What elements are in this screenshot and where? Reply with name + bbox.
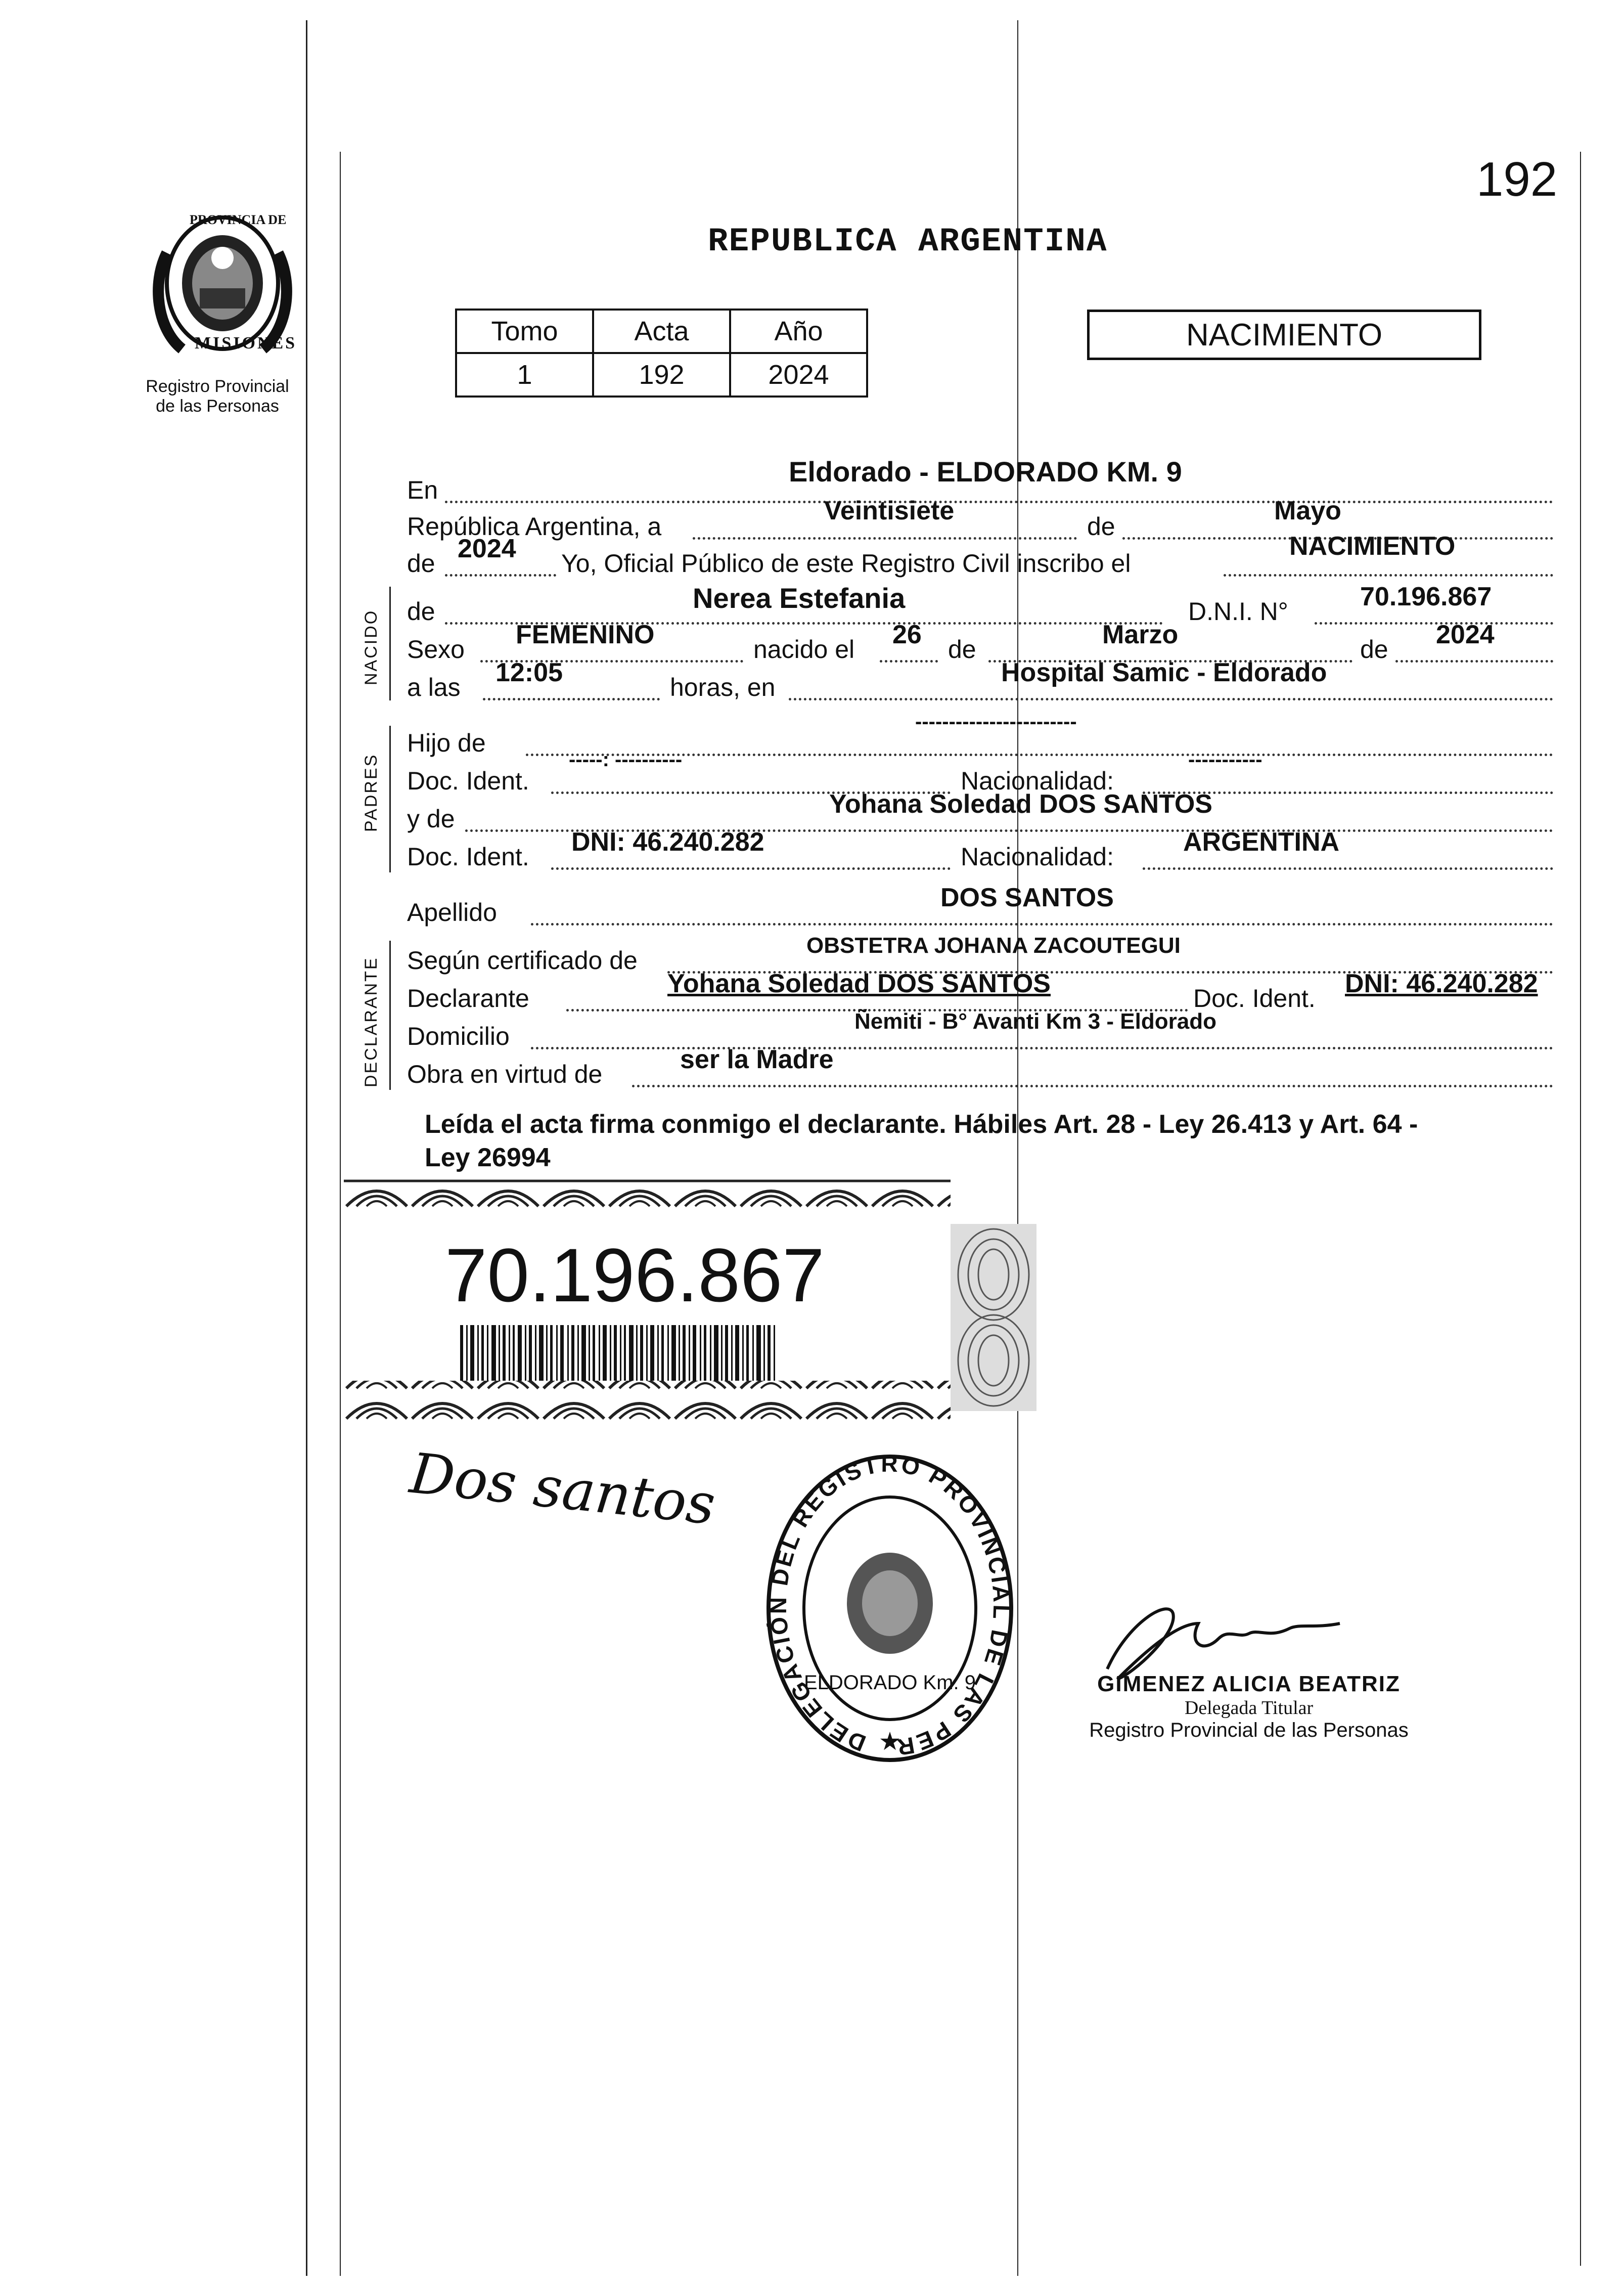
intro-year-value: 2024 [458, 534, 516, 563]
birth-month-value: Marzo [1102, 620, 1179, 649]
padres-bracket [389, 726, 391, 872]
dni-sticker [344, 1178, 951, 1431]
sexo-value: FEMENINO [516, 620, 655, 649]
logo-caption-line1: Registro Provincial [146, 377, 289, 396]
declarante-bracket [389, 941, 391, 1090]
record-header-acta: Acta [593, 310, 730, 353]
doc1-label: Doc. Ident. [407, 767, 529, 795]
record-header-anio: Año [730, 310, 867, 353]
registry-stamp [763, 1452, 1016, 1765]
doc2-dotline [551, 867, 951, 870]
birth-de3-label: de [1360, 635, 1388, 664]
intro-de2-label: de [407, 549, 435, 578]
birth-day-dotline [880, 660, 938, 663]
page-title: REPUBLICA ARGENTINA [708, 223, 1108, 260]
logo-caption-line2: de las Personas [156, 397, 279, 416]
official-block [1085, 1672, 1413, 1742]
sexo-label: Sexo [407, 635, 465, 664]
place-dotline [789, 698, 1553, 700]
record-value-tomo: 1 [456, 353, 593, 397]
event-dotline [1224, 574, 1553, 577]
right-edge-line [1580, 152, 1581, 2266]
year-dotline [445, 574, 556, 577]
barcode-icon [460, 1325, 784, 1381]
page-number: 192 [1476, 152, 1558, 206]
en-dotline [445, 501, 1553, 503]
record-table-header [456, 310, 867, 353]
birth-day-value: 26 [892, 620, 922, 649]
logo-text-bottom: MISIONES [195, 334, 297, 353]
document-type: NACIMIENTO [1186, 318, 1383, 353]
intro-de-label: de [1087, 512, 1115, 541]
en-label: En [407, 476, 438, 504]
stamp-inner-text: ELDORADO Km. 9 [803, 1672, 976, 1694]
obra-label: Obra en virtud de [407, 1060, 603, 1088]
section-label-declarante: DECLARANTE [362, 956, 381, 1087]
document-type-box [1087, 310, 1481, 360]
time-dotline [483, 698, 660, 700]
declarant-signature: Dos santos [407, 1440, 718, 1537]
logo-caption [129, 377, 306, 416]
obra-value: ser la Madre [680, 1045, 834, 1074]
doc1-value: -----: ---------- [569, 749, 683, 771]
intro-event-value: NACIMIENTO [1289, 532, 1456, 561]
hijo-value: ------------------------ [915, 711, 1077, 733]
nacido-de-label: de [407, 597, 435, 626]
stamp-icon [763, 1452, 1016, 1765]
section-label-nacido: NACIDO [362, 609, 381, 685]
nacido-bracket [389, 587, 391, 700]
decl-label: Declarante [407, 984, 529, 1013]
yde-label: y de [407, 805, 455, 833]
record-table-values [456, 353, 867, 397]
closing-line-2: Ley 26994 [425, 1143, 551, 1172]
dom-label: Domicilio [407, 1022, 510, 1050]
margin-line-left [306, 20, 307, 2276]
record-value-anio: 2024 [730, 353, 867, 397]
logo-text-top: PROVINCIA DE [190, 212, 287, 227]
decl-value: Yohana Soledad DOS SANTOS [667, 969, 1051, 998]
record-table [455, 309, 868, 398]
cert-value: OBSTETRA JOHANA ZACOUTEGUI [806, 933, 1181, 958]
birth-year-dotline [1395, 660, 1553, 663]
obra-dotline [632, 1085, 1553, 1087]
province-logo [147, 202, 298, 369]
intro-day-value: Veintisiete [824, 496, 955, 525]
nac2-label: Nacionalidad: [961, 843, 1114, 871]
madre-value: Yohana Soledad DOS SANTOS [829, 789, 1212, 819]
birth-place-value: Hospital Samic - Eldorado [1001, 658, 1327, 687]
dni-dotline [1315, 622, 1553, 625]
doc2-value: DNI: 46.240.282 [571, 827, 764, 857]
official-name: GIMENEZ ALICIA BEATRIZ [1097, 1672, 1401, 1696]
stamp-ring-text: DELEGACIÓN DEL REGISTRO PROVINCIAL DE LAS PER [764, 1452, 1015, 1762]
closing-line-1: Leída el acta firma conmigo el declarante. Hábiles Art. 28 - Ley 26.413 y Art. 64 - [425, 1110, 1418, 1139]
closing-text [425, 1108, 1418, 1174]
officer-text: Yo, Oficial Público de este Registro Civil inscribo el [561, 549, 1131, 578]
en-value: Eldorado - ELDORADO KM. 9 [789, 456, 1182, 488]
dni-label: D.N.I. N° [1188, 597, 1288, 626]
hijo-label: Hijo de [407, 729, 486, 757]
alas-label: a las [407, 673, 461, 701]
decl-doc-value: DNI: 46.240.282 [1345, 969, 1538, 998]
guilloche-pattern [951, 1224, 1036, 1411]
apellido-dotline [531, 923, 1553, 926]
decl-doc-label: Doc. Ident. [1193, 984, 1316, 1013]
nacido-name-value: Nerea Estefania [693, 582, 906, 614]
official-org: Registro Provincial de las Personas [1089, 1719, 1409, 1741]
horas-label: horas, en [670, 673, 776, 701]
apellido-label: Apellido [407, 898, 497, 927]
birth-time-value: 12:05 [495, 658, 563, 687]
dni-value: 70.196.867 [1360, 582, 1492, 611]
record-header-tomo: Tomo [456, 310, 593, 353]
dom-value: Ñemiti - B° Avanti Km 3 - Eldorado [854, 1009, 1216, 1034]
record-value-acta: 192 [593, 353, 730, 397]
nac2-dotline [1143, 867, 1553, 870]
day-dotline [693, 537, 1077, 540]
apellido-value: DOS SANTOS [940, 883, 1114, 912]
nac2-value: ARGENTINA [1183, 827, 1340, 857]
nac1-value: ----------- [1188, 749, 1262, 771]
republica-label: República Argentina, a [407, 512, 662, 541]
birth-de-label: de [948, 635, 976, 664]
nacido-el-label: nacido el [753, 635, 855, 664]
sticker-number: 70.196.867 [445, 1233, 825, 1317]
cert-label: Según certificado de [407, 946, 638, 975]
birth-year-value: 2024 [1436, 620, 1495, 649]
intro-month-value: Mayo [1274, 496, 1341, 525]
doc2-label: Doc. Ident. [407, 843, 529, 871]
nac1-label: Nacionalidad: [961, 767, 1114, 795]
official-role: Delegada Titular [1184, 1697, 1314, 1719]
margin-line-right [340, 152, 341, 2276]
stamp-star-icon: ★ [878, 1727, 901, 1755]
section-label-padres: PADRES [362, 753, 381, 832]
